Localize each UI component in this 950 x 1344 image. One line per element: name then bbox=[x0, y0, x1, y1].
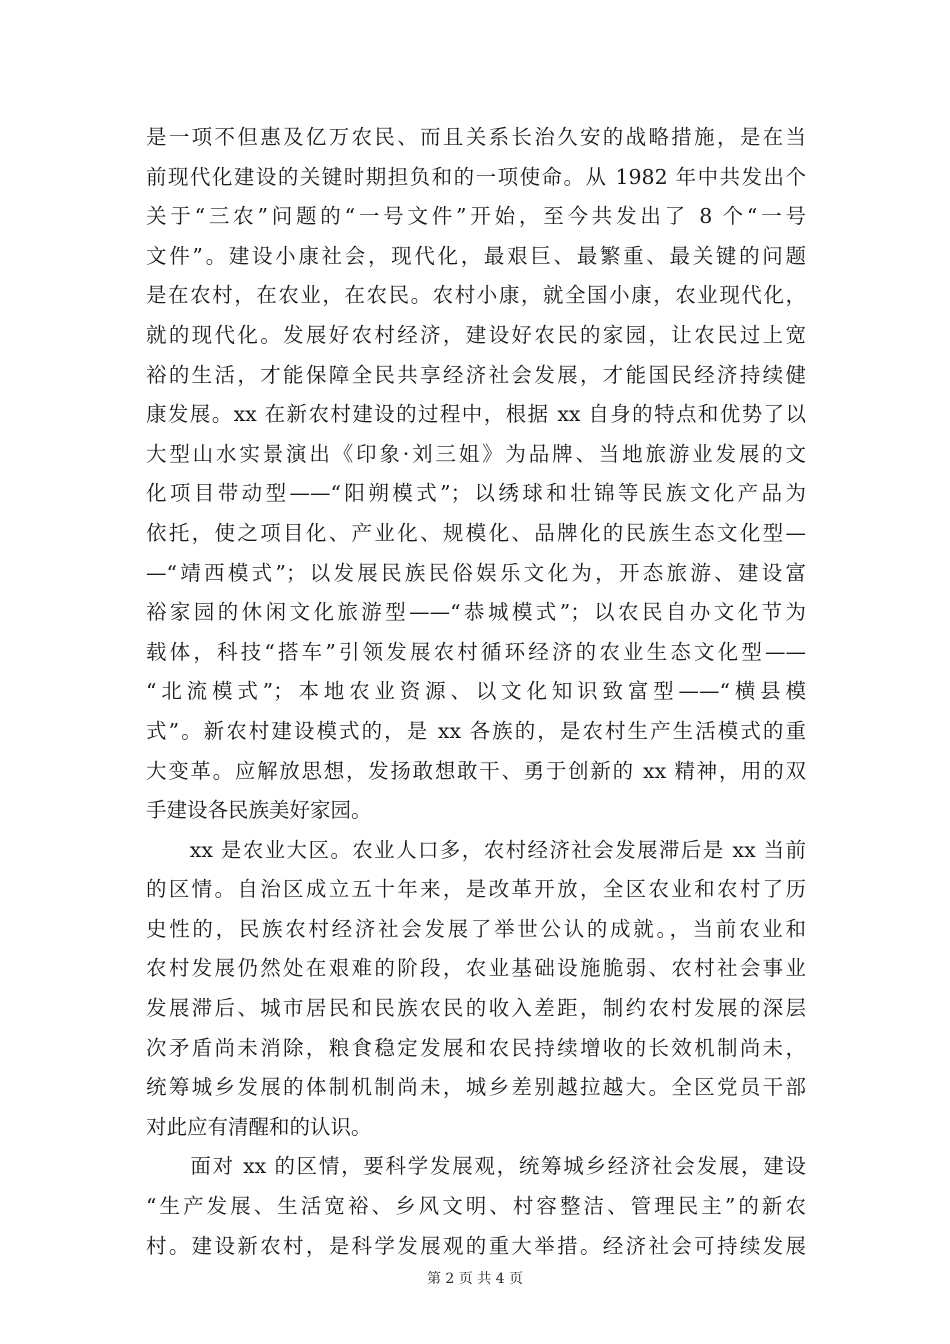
text-line: 史性的，民族农村经济社会发展了举世公认的成就。，当前农业和 bbox=[146, 916, 806, 941]
text-line: 村。建设新农村，是科学发展观的重大举措。经济社会可持续发展 bbox=[146, 1233, 806, 1258]
text-line: 是在农村，在农业，在农民。农村小康，就全国小康，农业现代化， bbox=[146, 283, 806, 308]
text-line: 裕家园的休闲文化旅游型——“恭城模式”；以农民自办文化节为 bbox=[146, 600, 806, 625]
text-line: 的区情。自治区成立五十年来，是改革开放，全区农业和农村了历 bbox=[146, 877, 806, 902]
body-text bbox=[146, 118, 806, 1266]
text-line: 文件”。建设小康社会，现代化，最艰巨、最繁重、最关键的问题 bbox=[146, 243, 806, 268]
text-line: 前现代化建设的关键时期担负和的一项使命。从 1982 年中共发出个 bbox=[146, 164, 806, 189]
text-line: 裕的生活，才能保障全民共享经济社会发展，才能国民经济持续健 bbox=[146, 362, 806, 387]
text-line: 是一项不但惠及亿万农民、而且关系长治久安的战略措施，是在当 bbox=[146, 125, 806, 149]
text-line: 手建设各民族美好家园。 bbox=[146, 798, 372, 823]
page-footer bbox=[0, 1268, 950, 1288]
text-line: —“靖西模式”；以发展民族民俗娱乐文化为，开态旅游、建设富 bbox=[146, 560, 806, 585]
text-line: 大型山水实景演出《印象·刘三姐》为品牌、当地旅游业发展的文 bbox=[146, 441, 806, 466]
text-line: 农村发展仍然处在艰难的阶段，农业基础设施脆弱、农村社会事业 bbox=[146, 956, 806, 981]
text-line: “生产发展、生活宽裕、乡风文明、村容整洁、管理民主”的新农 bbox=[146, 1194, 806, 1219]
text-line: 依托，使之项目化、产业化、规模化、品牌化的民族生态文化型— bbox=[146, 520, 806, 545]
text-line: 关于“三农”问题的“一号文件”开始，至今共发出了 8 个“一号 bbox=[146, 204, 806, 229]
text-line: 次矛盾尚未消除，粮食稳定发展和农民持续增收的长效机制尚未， bbox=[146, 1035, 806, 1060]
page-number-label: 第 2 页 共 4 页 bbox=[426, 1271, 524, 1287]
text-line: 对此应有清醒和的认识。 bbox=[146, 1114, 372, 1139]
text-line: 大变革。应解放思想，发扬敢想敢干、勇于创新的 xx 精神，用的双 bbox=[146, 758, 806, 783]
text-line: 化项目带动型——“阳朔模式”；以绣球和壮锦等民族文化产品为 bbox=[146, 481, 806, 506]
text-line: 就的现代化。发展好农村经济，建设好农民的家园，让农民过上宽 bbox=[146, 322, 806, 347]
text-line: 发展滞后、城市居民和民族农民的收入差距，制约农村发展的深层 bbox=[146, 996, 806, 1021]
text-line: 式”。新农村建设模式的，是 xx 各族的，是农村生产生活模式的重 bbox=[146, 718, 806, 743]
text-line: 面对 xx 的区情，要科学发展观，统筹城乡经济社会发展，建设 bbox=[146, 1154, 806, 1179]
text-line: “北流模式”；本地农业资源、以文化知识致富型——“横县模 bbox=[146, 679, 806, 704]
text-line: xx 是农业大区。农业人口多，农村经济社会发展滞后是 xx 当前 bbox=[146, 837, 806, 862]
text-line: 载体，科技“搭车”引领发展农村循环经济的农业生态文化型—— bbox=[146, 639, 806, 664]
text-line: 统筹城乡发展的体制机制尚未，城乡差别越拉越大。全区党员干部 bbox=[146, 1075, 806, 1100]
text-line: 康发展。xx 在新农村建设的过程中，根据 xx 自身的特点和优势了以 bbox=[146, 402, 806, 427]
